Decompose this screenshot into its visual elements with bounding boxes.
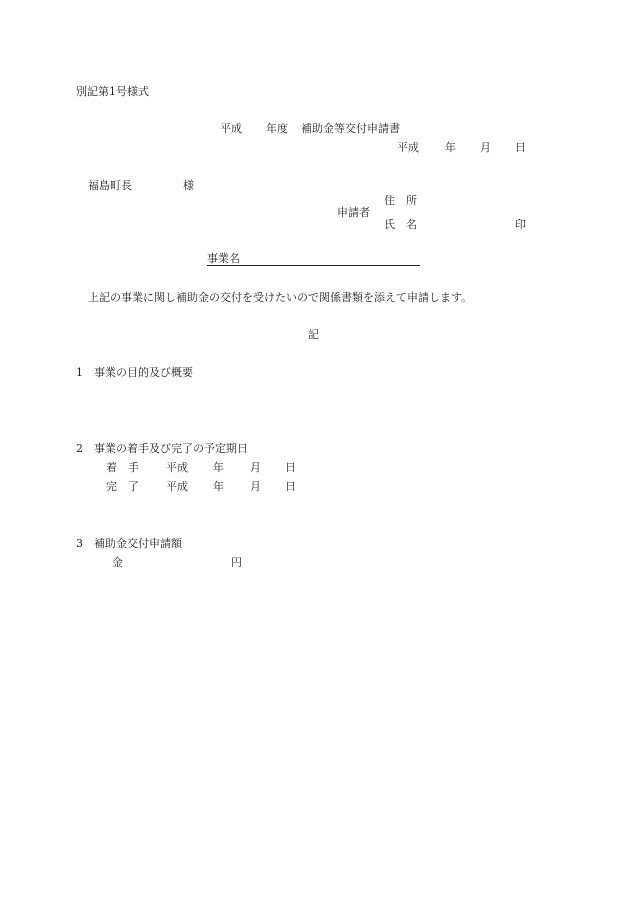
project-name-underline [207, 265, 420, 266]
applicant-name-label: 氏 名 [384, 218, 417, 231]
body-statement: 上記の事業に関し補助金の交付を受けたいので関係書類を添えて申請します。 [88, 291, 473, 304]
item-1-heading: 事業の目的及び概要 [94, 366, 193, 379]
date-year: 年 [445, 141, 456, 154]
applicant-address-label: 住 所 [384, 194, 417, 207]
document-title: 補助金等交付申請書 [301, 122, 400, 135]
start-month: 月 [250, 461, 261, 474]
date-month: 月 [480, 141, 491, 154]
item-1-number: 1 [76, 366, 83, 379]
item-3-heading: 補助金交付申請額 [94, 537, 182, 550]
completion-month: 月 [250, 480, 261, 493]
start-day: 日 [285, 461, 296, 474]
applicant-label: 申請者 [337, 206, 370, 219]
completion-label: 完 了 [106, 480, 139, 493]
completion-era: 平成 [166, 480, 188, 493]
addressee-honorific: 様 [183, 179, 194, 192]
amount-unit: 円 [231, 556, 242, 569]
project-name-label: 事業名 [207, 252, 240, 265]
item-2-number: 2 [76, 442, 83, 455]
start-year: 年 [213, 461, 224, 474]
title-year-suffix: 年度 [266, 122, 288, 135]
item-2-heading: 事業の着手及び完了の予定期日 [94, 442, 248, 455]
addressee-name: 福島町長 [88, 179, 132, 192]
date-day: 日 [515, 141, 526, 154]
start-era: 平成 [166, 461, 188, 474]
title-era: 平成 [220, 122, 242, 135]
completion-day: 日 [285, 480, 296, 493]
item-3-number: 3 [76, 537, 83, 550]
start-label: 着 手 [106, 461, 139, 474]
amount-prefix: 金 [112, 556, 123, 569]
seal-mark: 印 [515, 218, 526, 231]
form-number-label: 別記第1号様式 [76, 85, 149, 98]
completion-year: 年 [213, 480, 224, 493]
ki-heading: 記 [308, 328, 319, 341]
date-era: 平成 [397, 141, 419, 154]
